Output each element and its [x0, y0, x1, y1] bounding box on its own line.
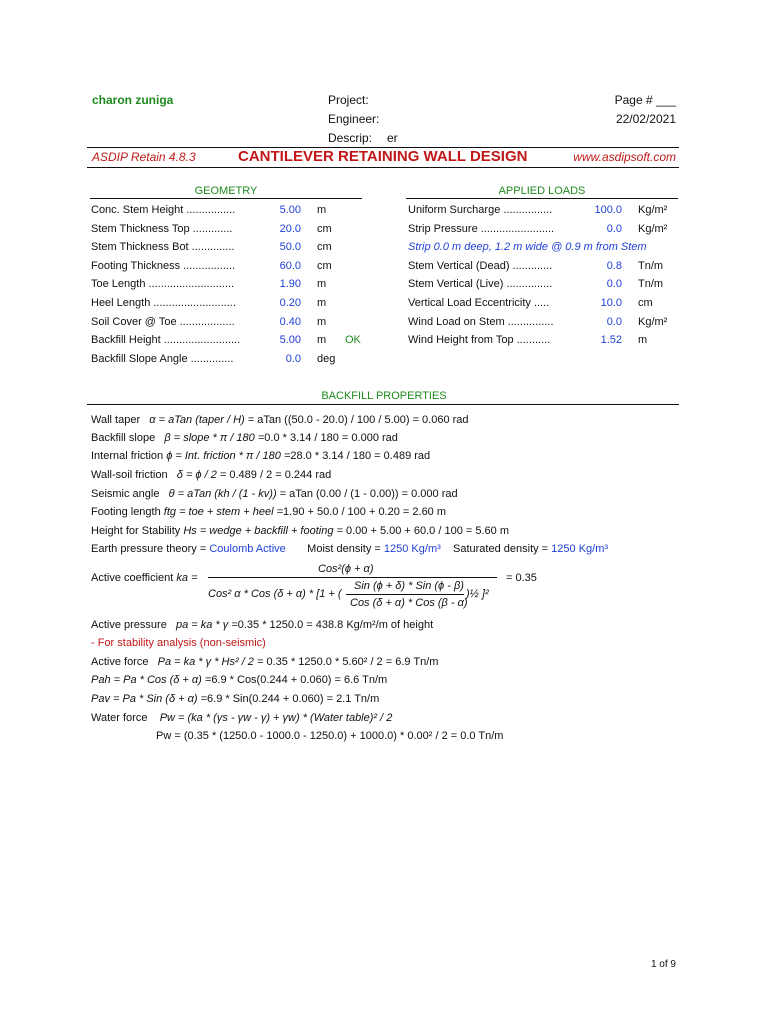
geometry-row-label: Soil Cover @ Toe .................. [91, 315, 235, 328]
applied-load-row [408, 295, 678, 311]
applied-load-label: Wind Load on Stem ............... [408, 315, 554, 328]
geometry-row-unit: cm [317, 222, 332, 235]
applied-load-value[interactable]: 10.0 [600, 297, 622, 309]
geometry-row [91, 258, 391, 274]
geometry-row-unit: deg [317, 352, 336, 365]
geometry-row-label: Footing Thickness ................. [91, 259, 236, 272]
author-name: charon zuniga [92, 93, 174, 107]
applied-load-label: Stem Vertical (Dead) ............. [408, 259, 553, 272]
active-pressure-row: Active pressure pa = ka * γ =0.35 * 1250.0 = 438.8 Kg/m²/m of height [91, 619, 434, 631]
geometry-row [91, 332, 391, 348]
backfill-title: BACKFILL PROPERTIES [321, 390, 447, 402]
applied-load-label: Wind Height from Top ........... [408, 334, 551, 347]
pah-row: Pah = Pa * Cos (δ + α) =6.9 * Cos(0.244 + 0.060) = 6.6 Tn/m [91, 674, 388, 686]
geometry-row-value[interactable]: 50.0 [279, 241, 301, 254]
geometry-row-label: Conc. Stem Height ................ [91, 204, 236, 216]
geometry-row [91, 202, 391, 218]
page-title: CANTILEVER RETAINING WALL DESIGN [238, 148, 528, 165]
geometry-row-unit: cm [317, 259, 332, 272]
geometry-row-unit: m [317, 204, 327, 216]
descrip-label: Descrip: [328, 131, 373, 145]
geometry-row-value[interactable]: 1.90 [279, 278, 301, 291]
applied-load-row [408, 202, 678, 218]
applied-load-row [408, 221, 678, 237]
geometry-row [91, 295, 391, 311]
geometry-row [91, 351, 391, 367]
backfill-slope-row: Backfill slope β = slope * π / 180 =0.0 * 3.14 / 180 = 0.000 rad [91, 432, 398, 444]
applied-load-unit: Tn/m [638, 259, 664, 272]
date: 22/02/2021 [615, 112, 676, 126]
geometry-row-label: Backfill Height ......................... [91, 334, 241, 347]
applied-loads-title: APPLIED LOADS [498, 185, 586, 197]
applied-load-label: Strip 0.0 m deep, 1.2 m wide @ 0.9 m from Stem [408, 241, 647, 254]
geometry-row [91, 314, 391, 330]
geometry-row-value[interactable]: 5.00 [279, 204, 301, 216]
geometry-title: GEOMETRY [194, 185, 258, 197]
geometry-row-label: Stem Thickness Bot .............. [91, 241, 235, 254]
backfill-rule [87, 404, 679, 405]
water-force-calc: Pw = (0.35 * (1250.0 - 1000.0 - 1250.0) + 1000.0) * 0.00² / 2 = 0.0 Tn/m [156, 730, 504, 742]
ka-inner-denominator: Cos (δ + α) * Cos (β - α) [350, 597, 468, 609]
ka-result: = 0.35 [506, 572, 537, 584]
geometry-row-unit: m [317, 334, 327, 347]
header-bottom-rule [87, 167, 679, 168]
applied-load-row [408, 276, 678, 292]
geometry-row [91, 239, 391, 255]
earth-pressure-row: Earth pressure theory = Coulomb Active Moist density = 1250 Kg/m³ Saturated density = 1250 Kg/m³ [91, 543, 609, 555]
seismic-angle-row: Seismic angle θ = aTan (kh / (1 - kv)) = aTan (0.00 / (1 - 0.00)) = 0.000 rad [91, 488, 458, 500]
ka-denominator-left: Cos² α * Cos (δ + α) * [1 + ( [208, 588, 342, 600]
applied-load-label: Uniform Surcharge ................ [408, 204, 553, 216]
applied-load-row [408, 314, 678, 330]
geometry-row-unit: m [317, 278, 327, 291]
applied-load-value[interactable]: 0.8 [606, 259, 622, 272]
geometry-row-label: Stem Thickness Top ............. [91, 222, 233, 235]
height-stability-row: Height for Stability Hs = wedge + backfill + footing = 0.00 + 5.00 + 60.0 / 100 = 5.60 m [91, 525, 509, 537]
ka-fraction-bar [208, 577, 497, 578]
applied-load-value[interactable]: 100.0 [594, 204, 622, 216]
internal-friction-row: Internal friction ϕ = Int. friction * π / 180 =28.0 * 3.14 / 180 = 0.489 rad [91, 450, 431, 462]
geometry-row-unit: m [317, 315, 327, 328]
page-count: 1 of 9 [650, 959, 676, 970]
geometry-row-label: Toe Length ............................ [91, 278, 235, 291]
applied-loads-rule [406, 198, 678, 199]
wall-soil-friction-row: Wall-soil friction δ = ϕ / 2 = 0.489 / 2 = 0.244 rad [91, 469, 332, 481]
applied-load-value[interactable]: 0.0 [606, 222, 622, 235]
applied-load-value[interactable]: 1.52 [600, 334, 622, 347]
geometry-row-status: OK [345, 334, 361, 347]
ka-inner-tail: )½ ]² [466, 588, 489, 600]
applied-load-row [408, 332, 678, 348]
geometry-row-value[interactable]: 20.0 [279, 222, 301, 235]
project-label: Project: [328, 93, 369, 107]
water-force-row: Water force Pw = (ka * (γs - γw - γ) + γw) * (Water table)² / 2 [91, 712, 393, 724]
footing-length-row: Footing length ftg = toe + stem + heel =1.90 + 50.0 / 100 + 0.20 = 2.60 m [91, 506, 447, 518]
applied-load-label: Strip Pressure ........................ [408, 222, 555, 235]
descrip-value: er [387, 131, 398, 145]
geometry-row-value[interactable]: 60.0 [279, 259, 301, 272]
geometry-row [91, 276, 391, 292]
earth-theory-value: Coulomb Active [209, 543, 286, 555]
applied-load-label: Vertical Load Eccentricity ..... [408, 297, 550, 309]
page-number-label: Page # ___ [614, 93, 676, 107]
geometry-table [91, 202, 391, 372]
applied-load-unit: Kg/m² [638, 222, 668, 235]
applied-load-value[interactable]: 0.0 [606, 278, 622, 291]
ka-numerator: Cos²(ϕ + α) [318, 563, 374, 575]
applied-load-unit: Tn/m [638, 278, 664, 291]
applied-loads-table [408, 202, 678, 352]
geometry-row [91, 221, 391, 237]
geometry-row-label: Backfill Slope Angle .............. [91, 352, 234, 365]
software-version: ASDIP Retain 4.8.3 [92, 150, 196, 164]
website-link[interactable]: www.asdipsoft.com [573, 150, 676, 164]
applied-load-row [408, 258, 678, 274]
applied-load-row [408, 239, 678, 255]
applied-load-label: Stem Vertical (Live) ............... [408, 278, 553, 291]
applied-load-unit: Kg/m² [638, 315, 668, 328]
applied-load-unit: cm [638, 297, 653, 309]
applied-load-unit: Kg/m² [638, 204, 668, 216]
geometry-row-value[interactable]: 5.00 [279, 334, 301, 347]
engineer-label: Engineer: [328, 112, 380, 126]
ka-inner-fraction-bar [346, 594, 464, 595]
applied-load-value[interactable]: 0.0 [606, 315, 622, 328]
geometry-rule [90, 198, 362, 199]
geometry-row-unit: cm [317, 241, 332, 254]
active-coefficient-label: Active coefficient ka = [91, 572, 198, 584]
wall-taper-row: Wall taper α = aTan (taper / H) = aTan ((50.0 - 20.0) / 100 / 5.00) = 0.060 rad [91, 414, 469, 426]
active-force-row: Active force Pa = ka * γ * Hs² / 2 = 0.35 * 1250.0 * 5.60² / 2 = 6.9 Tn/m [91, 656, 439, 668]
geometry-row-value[interactable]: 0.20 [279, 297, 301, 309]
geometry-row-value[interactable]: 0.40 [279, 315, 301, 328]
stability-note: - For stability analysis (non-seismic) [91, 637, 266, 649]
applied-load-unit: m [638, 334, 648, 347]
geometry-row-value[interactable]: 0.0 [285, 352, 301, 365]
ka-inner-numerator: Sin (ϕ + δ) * Sin (ϕ - β) [354, 580, 464, 592]
geometry-row-unit: m [317, 297, 327, 309]
pav-row: Pav = Pa * Sin (δ + α) =6.9 * Sin(0.244 + 0.060) = 2.1 Tn/m [91, 693, 380, 705]
geometry-row-label: Heel Length ........................... [91, 297, 236, 309]
